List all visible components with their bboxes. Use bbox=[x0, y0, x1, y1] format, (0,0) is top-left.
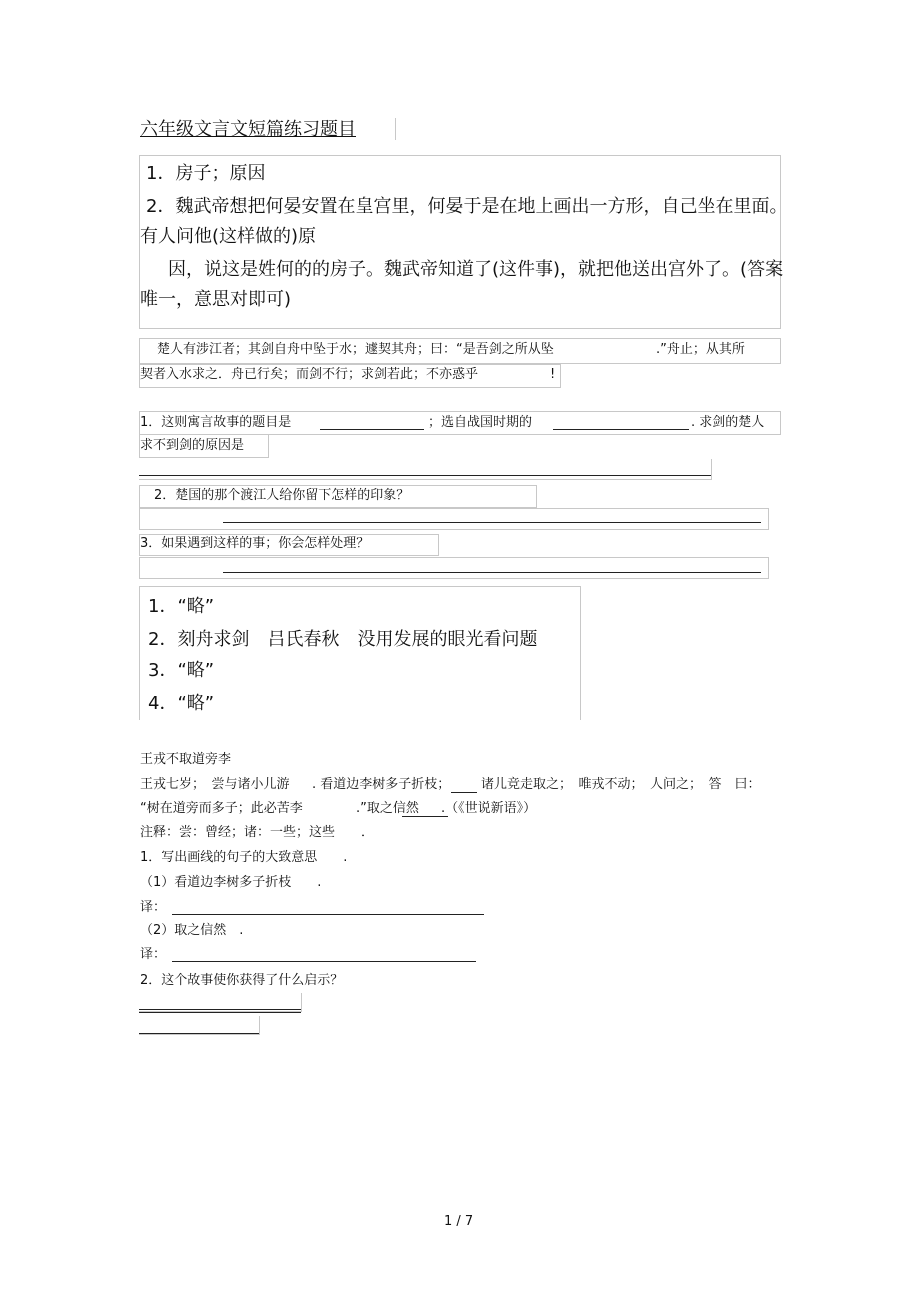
translation-label: 译： bbox=[140, 900, 167, 915]
answer-line bbox=[223, 572, 761, 573]
story-2-line-2b: .”取之信然 bbox=[356, 801, 419, 816]
answer-blank bbox=[320, 429, 424, 430]
translation-label: 译： bbox=[140, 947, 167, 962]
story-2-line-1a: 王戎七岁； 尝与诸小儿游 bbox=[140, 777, 290, 792]
q3-answer-frame bbox=[139, 557, 769, 579]
story-2-line-1b: . 看道边李树多子折枝； bbox=[312, 777, 451, 792]
title-edge bbox=[395, 118, 396, 140]
answer-line bbox=[172, 961, 476, 962]
story-2-note: 注释：尝：曾经；诸：一些；这些 ． bbox=[140, 825, 375, 840]
q1-text-c: . 求剑的楚人 bbox=[691, 415, 765, 430]
answer-line bbox=[139, 1009, 301, 1010]
page-title: 六年级文言文短篇练习题目 bbox=[140, 119, 356, 140]
story-2-line-2c: .（《世说新语》） bbox=[441, 801, 537, 816]
answer-line: 3．“略” bbox=[148, 660, 215, 681]
answer-line bbox=[223, 522, 761, 523]
q2-answer-frame bbox=[139, 508, 769, 530]
story-2-q2: 2．这个故事使你获得了什么启示？ bbox=[140, 973, 344, 988]
answer-line: 2．刻舟求剑 吕氏春秋 没用发展的眼光看问题 bbox=[148, 629, 538, 650]
answer-box-2 bbox=[139, 586, 581, 720]
answer-line: 1．房子；原因 bbox=[146, 163, 266, 184]
page-number: 1 / 7 bbox=[444, 1214, 474, 1229]
story-1-line-1: 楚人有涉江者；其剑自舟中坠于水；遽契其舟；曰：“是吾剑之所从坠 bbox=[157, 342, 554, 357]
q3-text: 3．如果遇到这样的事；你会怎样处理？ bbox=[140, 536, 370, 551]
answer-line: 4．“略” bbox=[148, 693, 215, 714]
answer-line: 1．“略” bbox=[148, 596, 215, 617]
q1-text-a: 1．这则寓言故事的题目是 bbox=[140, 415, 292, 430]
story-2-title: 王戎不取道旁李 bbox=[140, 752, 232, 767]
answer-line bbox=[139, 1012, 301, 1013]
story-2-line-2a: “树在道旁而多子；此必苦李 bbox=[140, 801, 303, 816]
answer-line: 唯一，意思对即可) bbox=[140, 289, 292, 310]
story-1-line-2: 契者入水求之．舟已行矣；而剑不行；求剑若此；不亦惑乎 bbox=[140, 367, 479, 382]
q1-text-b: ；选自战国时期的 bbox=[428, 415, 533, 430]
story-1-line-2-end: ! bbox=[550, 367, 556, 382]
story-2-line-1c: 诸儿竞走取之； 唯戎不动； 人问之； 答 曰： bbox=[481, 777, 761, 792]
answer-line bbox=[172, 914, 484, 915]
q1-text-d: 求不到剑的原因是 bbox=[140, 438, 245, 453]
answer-blank bbox=[553, 429, 689, 430]
answer-line bbox=[139, 1033, 259, 1034]
story-1-line-1-end: .”舟止；从其所 bbox=[656, 342, 745, 357]
story-2-q1: 1．写出画线的句子的大致意思 . bbox=[140, 850, 348, 865]
q2-text: 2．楚国的那个渡江人给你留下怎样的印象？ bbox=[154, 488, 410, 503]
answer-line bbox=[139, 475, 711, 476]
q1-answer-frame bbox=[139, 459, 712, 480]
story-2-q1-1: （1）看道边李树多子折枝 . bbox=[140, 875, 322, 890]
story-2-q1-2: （2）取之信然 . bbox=[140, 923, 244, 938]
answer-line: 2．魏武帝想把何晏安置在皇宫里，何晏于是在地上画出一方形，自己坐在里面。 bbox=[146, 196, 788, 217]
underline-mark bbox=[451, 792, 477, 793]
answer-line: 因，说这是姓何的的房子。魏武帝知道了(这件事)，就把他送出宫外了。(答案 bbox=[168, 259, 784, 280]
answer-box-1 bbox=[139, 155, 788, 329]
answer-line: 有人问他(这样做的)原 bbox=[140, 226, 317, 247]
